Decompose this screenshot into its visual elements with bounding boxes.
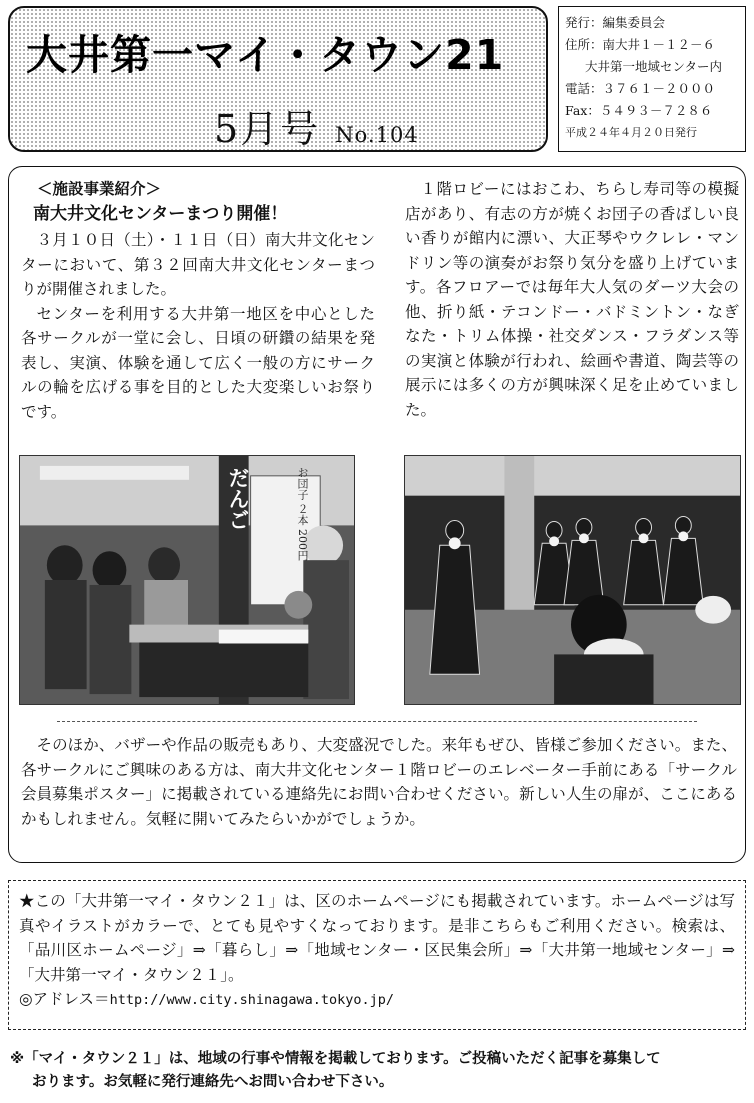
article-paragraph-1: ３月１０日（土）・１１日（日）南大井文化センターにおいて、第３２回南大井文化センターまつりが開催されました。 (21, 231, 375, 298)
homepage-notice (8, 880, 746, 1030)
footnote-line-2: おります。お気軽に発行連絡先へお問い合わせ下さい。 (32, 1074, 394, 1090)
article-box (8, 166, 746, 863)
section-label: ＜施設事業紹介＞ (37, 179, 162, 198)
newsletter-title: 大井第一マイ・タウン21 (26, 31, 505, 79)
colophon-phone: 電話：３７６１－２０００ (565, 81, 716, 96)
notice-text: ★この「大井第一マイ・タウン２１」は、区のホームページにも掲載されています。ホームページは写真やイラストがカラーで、とても見やすくなっております。是非こちらもご利用ください。検索は、「品川区ホームページ」⇒「暮らし」⇒「地域センター・区民集会所」⇒「大井第一地域センター」⇒「大井第一マイ・タウン２１」。 (19, 892, 735, 984)
notice-address-label: ◎アドレス＝ (19, 990, 110, 1008)
article-headline: 南大井文化センターまつり開催！ (33, 203, 288, 224)
issue-line (214, 98, 419, 153)
section-divider (57, 721, 697, 722)
article-column-left (21, 177, 375, 424)
article-paragraph-3: １階ロビーにはおこわ、ちらし寿司等の模擬店があり、有志の方が焼くお団子の香ばしい良い香りが館内に漂い、大正琴やウクレレ・マンドリン等の演奏がお祭り気分を盛り上げています。各フロアーでは毎年大人気のダーツ大会の他、折り紙・テコンドー・バドミントン・なぎなた・トリム体操・社交ダンス・フラダンス等の実演と体験が行われ、絵画や書道、陶芸等の展示には多くの方が興味深く足を止めていました。 (405, 180, 739, 419)
masthead (8, 6, 548, 152)
colophon-fax: Fax：５４９３－７２８６ (565, 103, 713, 118)
notice-address-url[interactable]: http://www.city.shinagawa.tokyo.jp/ (109, 992, 395, 1008)
footnote-line-1: ※「マイ・タウン２１」は、地域の行事や情報を掲載しております。ご投稿いただく記事を募集して (10, 1051, 661, 1067)
photo-hula-dancers (404, 455, 741, 705)
article-column-right (405, 177, 739, 422)
colophon-publisher: 発行：編集委員会 (565, 15, 666, 30)
issue-number: No.104 (335, 123, 419, 147)
photo-food-stall-poster: お団子 ２本 200円 (296, 467, 309, 561)
colophon-address-1: 住所：南大井１－１２－６ (565, 37, 716, 52)
article-paragraph-2: センターを利用する大井第一地区を中心とした各サークルが一堂に会し、日頃の研鑽の結果を発表し、実演、体験を通して広く一般の方にサークルの輪を広げる事を目的とした大変楽しいお祭りです。 (21, 304, 375, 421)
issue-month: 5月号 (214, 107, 321, 151)
colophon-issued: 平成２４年４月２０日発行 (565, 126, 697, 139)
submission-footnote (10, 1048, 744, 1094)
colophon-address-2: 大井第一地域センター内 (585, 59, 723, 74)
colophon (558, 6, 746, 152)
article-closing-paragraph: そのほか、バザーや作品の販売もあり、大変盛況でした。来年もぜひ、皆様ご参加ください。また、各サークルにご興味のある方は、南大井文化センター１階ロビーのエレベーター手前にある「サークル会員募集ポスター」に掲載されている連絡先にお問い合わせください。新しい人生の扉が、ここにあるかもしれません。気軽に開いてみたらいかがでしょうか。 (21, 736, 737, 828)
photo-food-stall-sign: だんご (226, 467, 250, 530)
